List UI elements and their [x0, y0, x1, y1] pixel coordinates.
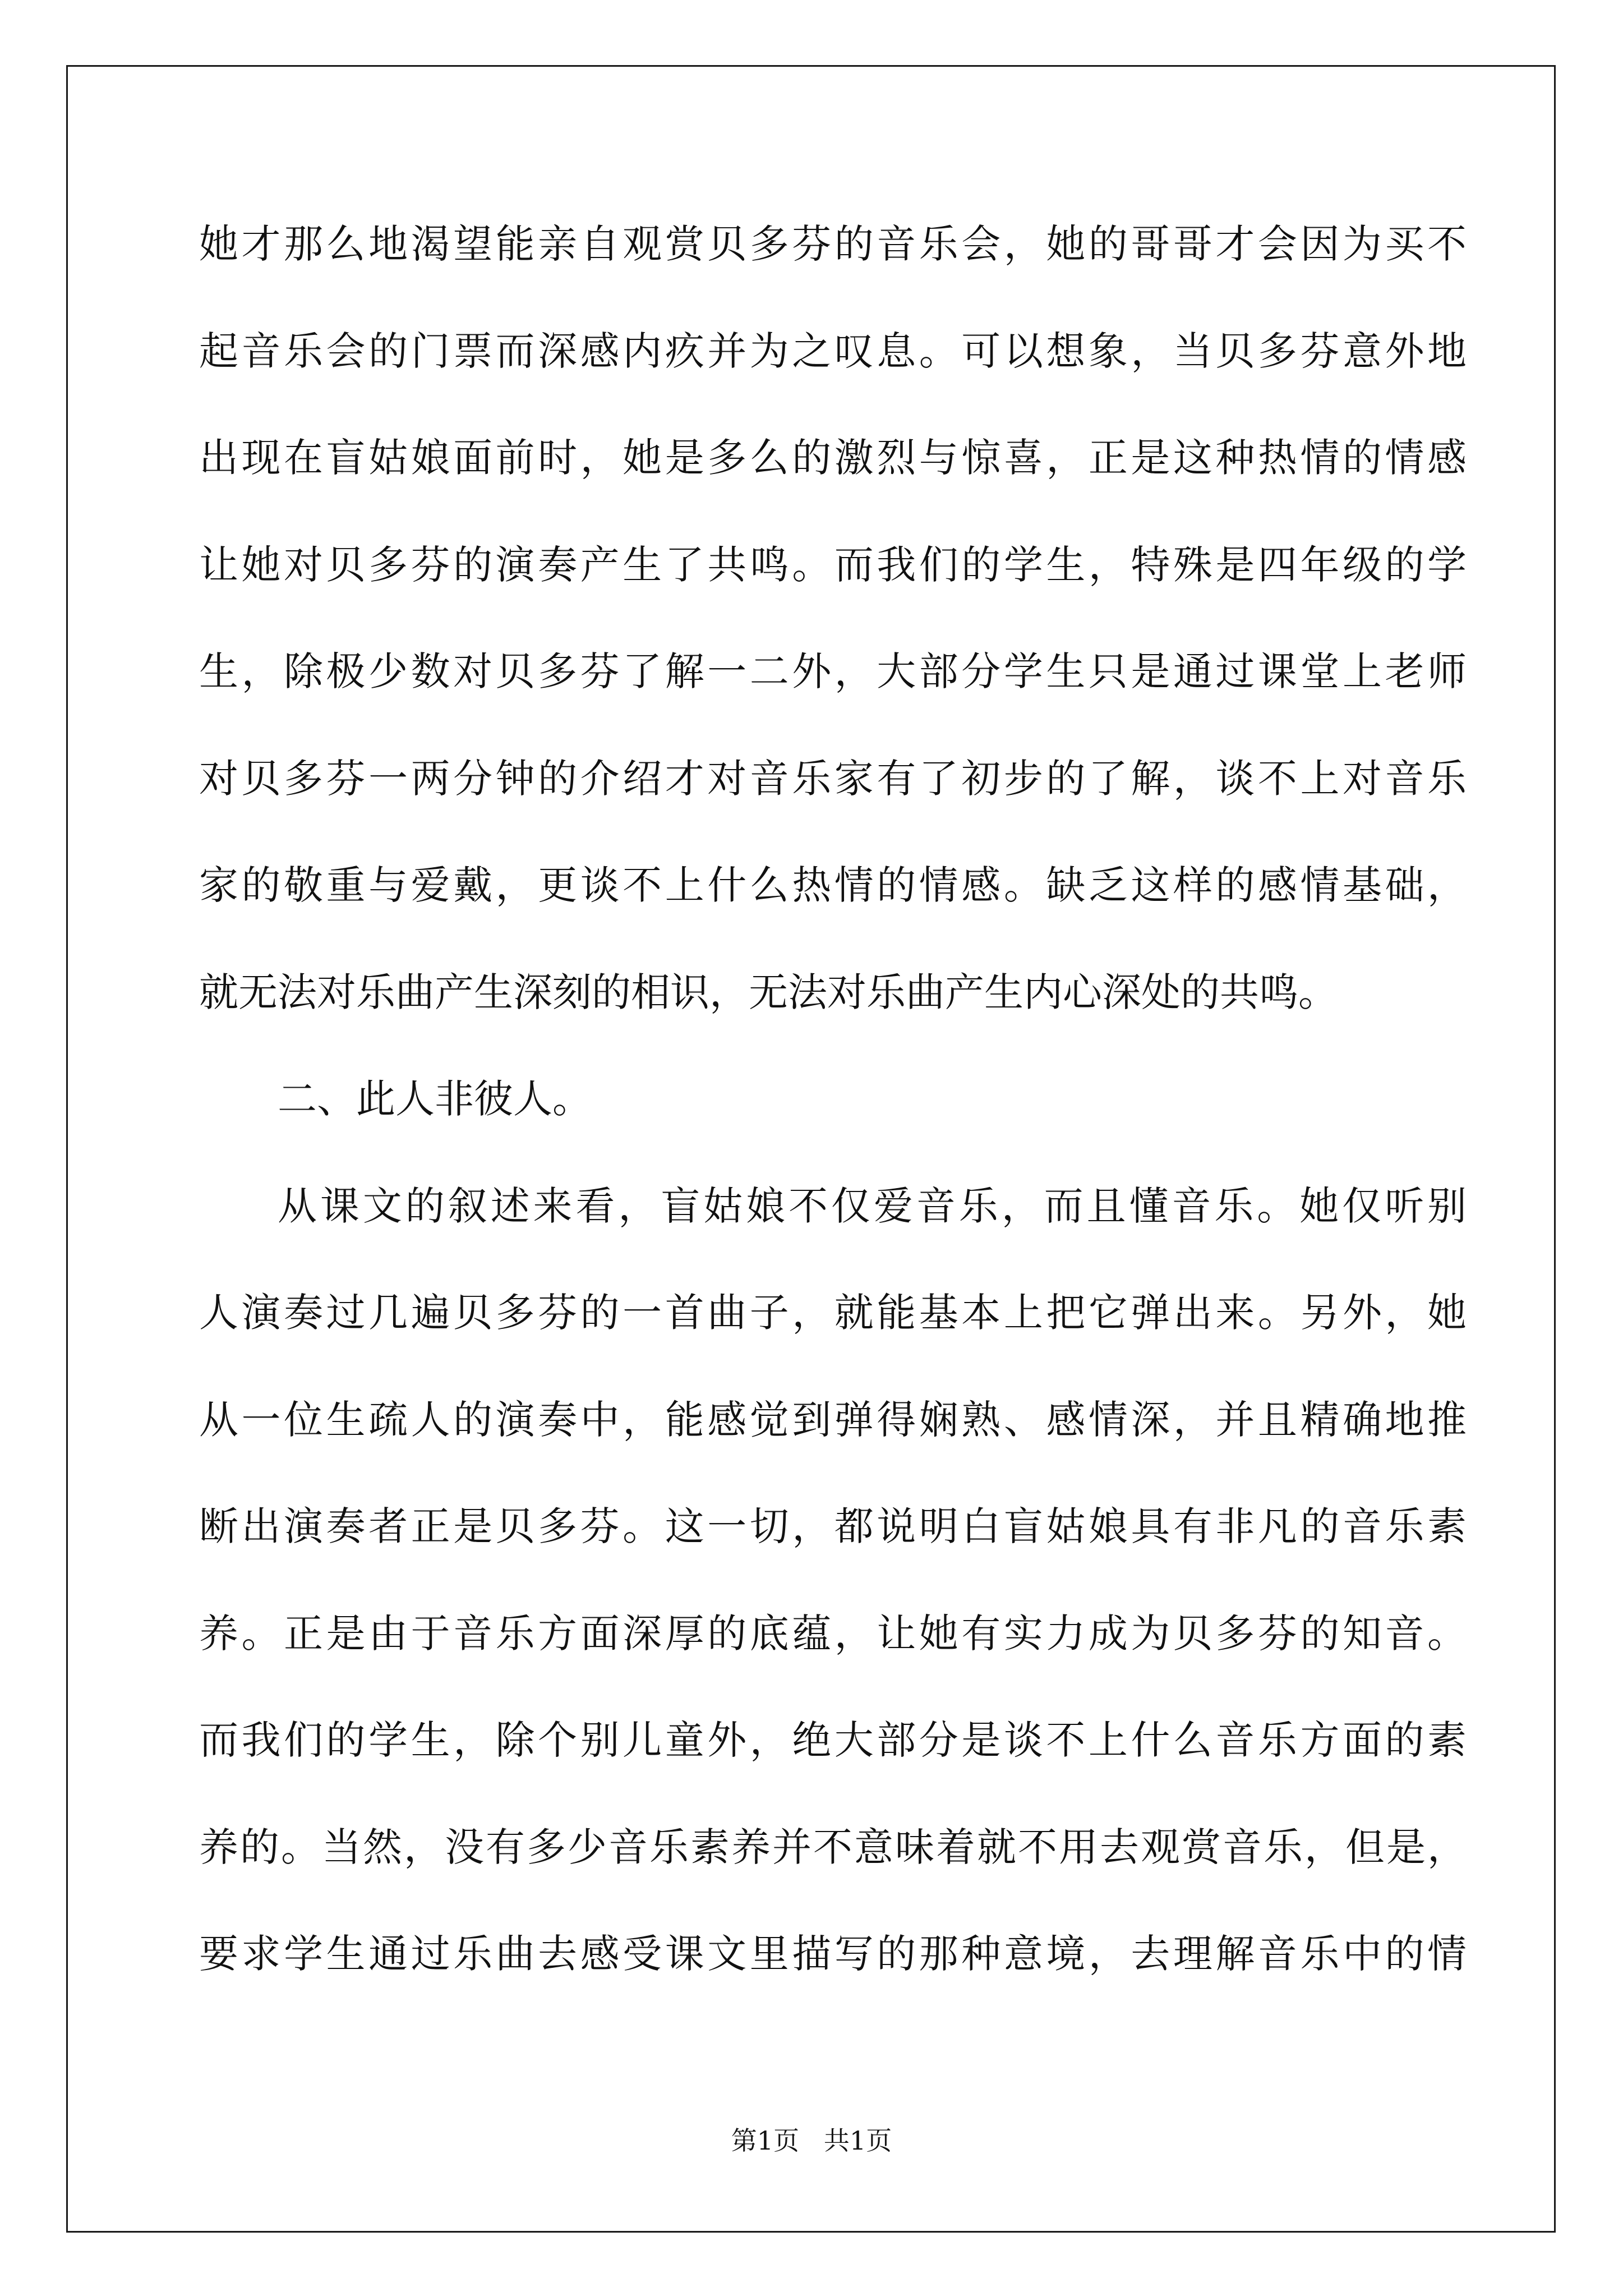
- text-line: 从课文的叙述来看，盲姑娘不仅爱音乐，而且懂音乐。她仅听别: [278, 1182, 1467, 1229]
- text-line: 对贝多芬一两分钟的介绍才对音乐家有了初步的了解，谈不上对音乐: [199, 755, 1467, 802]
- text-line: 出现在盲姑娘面前时，她是多么的激烈与惊喜，正是这种热情的情感: [199, 435, 1467, 481]
- text-line: 断出演奏者正是贝多芬。这一切，都说明白盲姑娘具有非凡的音乐素: [199, 1503, 1467, 1549]
- text-line: 家的敬重与爱戴，更谈不上什么热情的情感。缺乏这样的感情基础，: [199, 862, 1467, 908]
- text-line: 养。正是由于音乐方面深厚的底蕴，让她有实力成为贝多芬的知音。: [199, 1610, 1467, 1657]
- text-line: 让她对贝多芬的演奏产生了共鸣。而我们的学生，特殊是四年级的学: [199, 541, 1467, 588]
- text-line: 从一位生疏人的演奏中，能感觉到弹得娴熟、感情深，并且精确地推: [199, 1396, 1467, 1443]
- text-line: 就无法对乐曲产生深刻的相识，无法对乐曲产生内心深处的共鸣。: [199, 969, 1338, 1015]
- text-line: 生，除极少数对贝多芬了解一二外，大部分学生只是通过课堂上老师: [199, 648, 1467, 694]
- text-line: 养的。当然，没有多少音乐素养并不意味着就不用去观赏音乐，但是，: [199, 1824, 1467, 1870]
- section-heading: [199, 1062, 1467, 1170]
- text-line: 而我们的学生，除个别儿童外，绝大部分是谈不上什么音乐方面的素: [199, 1717, 1467, 1763]
- text-line: 起音乐会的门票而深感内疚并为之叹息。可以想象，当贝多芬意外地: [199, 328, 1467, 374]
- text-line: 要求学生通过乐曲去感受课文里描写的那种意境，去理解音乐中的情: [199, 1931, 1467, 1977]
- text-line: 她才那么地渴望能亲自观赏贝多芬的音乐会，她的哥哥才会因为买不: [199, 221, 1467, 267]
- paragraph: [199, 208, 1467, 1062]
- page-number: 第1页 共1页: [731, 2125, 892, 2156]
- paragraph: [199, 1170, 1467, 2024]
- text-line: 人演奏过几遍贝多芬的一首曲子，就能基本上把它弹出来。另外，她: [199, 1290, 1467, 1336]
- document-body: [199, 208, 1467, 2024]
- text-line: 二、此人非彼人。: [278, 1076, 592, 1122]
- page-footer: [0, 2120, 1623, 2157]
